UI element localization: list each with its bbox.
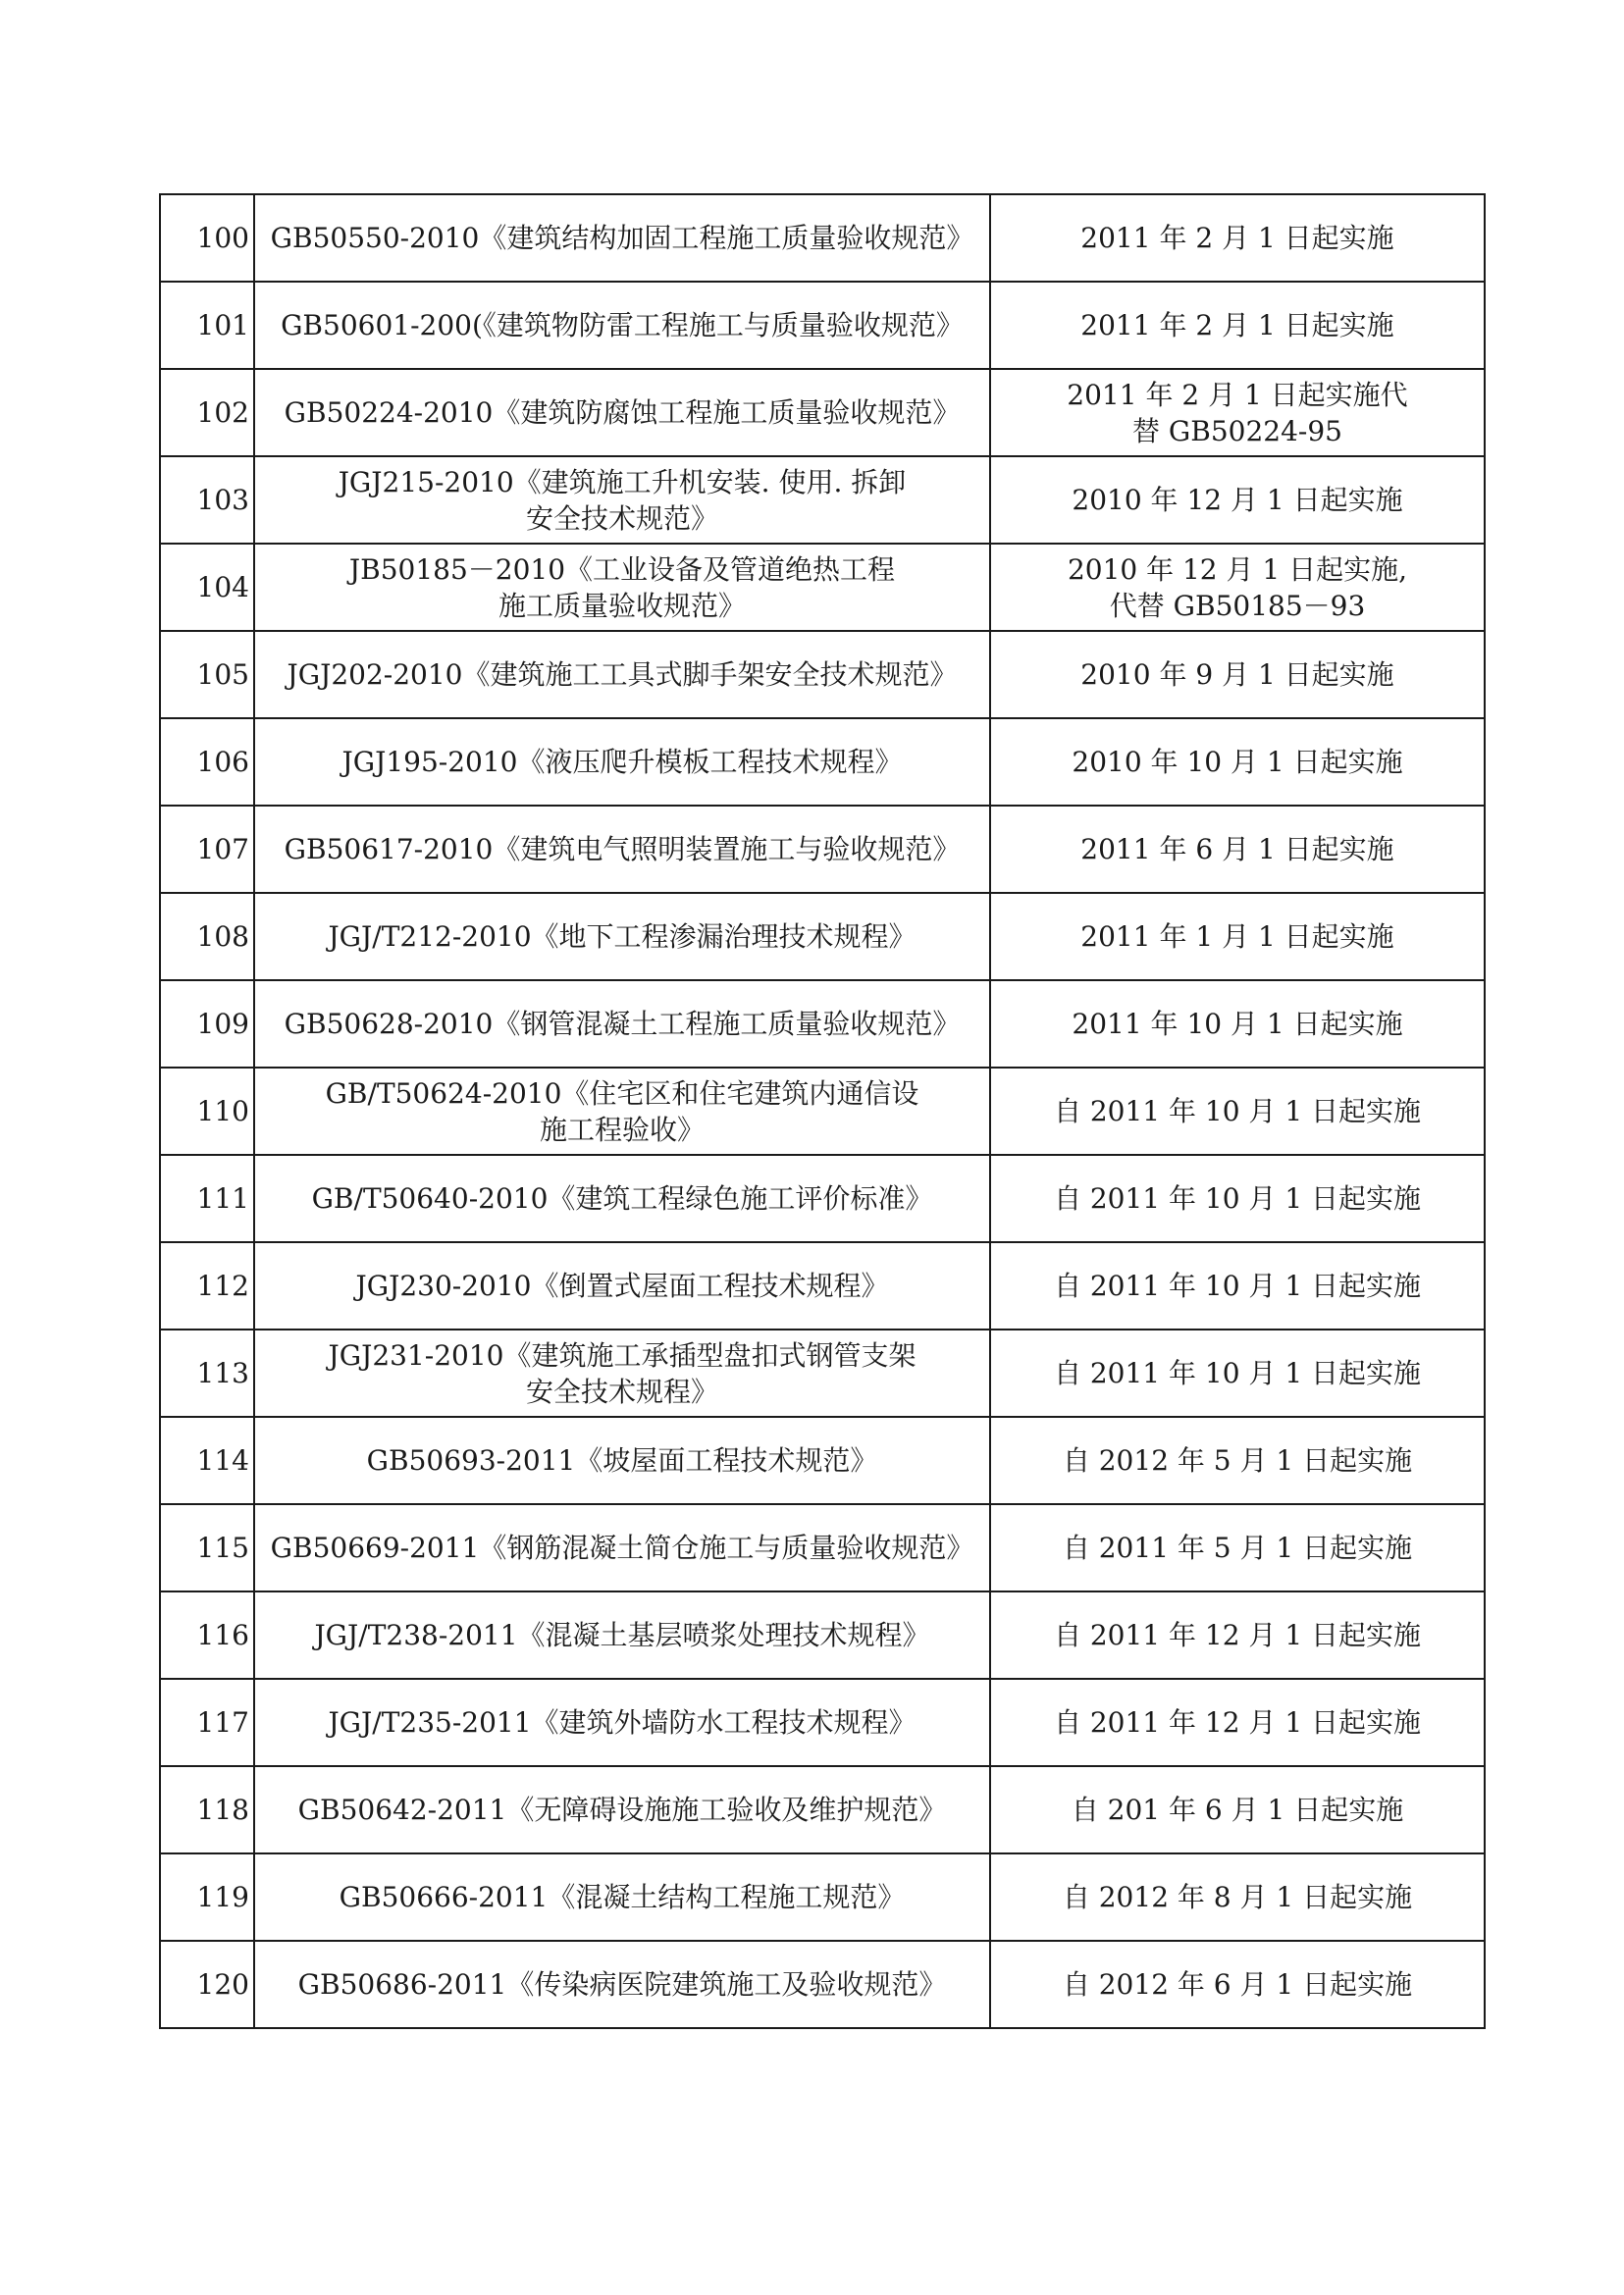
effective-date-cell xyxy=(990,1504,1485,1591)
standard-title-cell xyxy=(254,369,990,456)
row-number: 103 xyxy=(160,456,254,544)
table-row xyxy=(160,1591,1485,1679)
table-row xyxy=(160,631,1485,718)
row-number: 113 xyxy=(160,1330,254,1417)
standard-title-cell xyxy=(254,980,990,1068)
standard-title-line: JB50185－2010《工业设备及管道绝热工程 xyxy=(348,552,896,586)
standard-title-cell xyxy=(254,1242,990,1330)
standard-title-cell xyxy=(254,1417,990,1504)
effective-date-line: 代替 GB50185－93 xyxy=(1109,589,1366,622)
effective-date-cell xyxy=(990,194,1485,282)
effective-date-cell xyxy=(990,456,1485,544)
standard-title-line: JGJ/T212-2010《地下工程渗漏治理技术规程》 xyxy=(328,920,917,953)
effective-date-cell xyxy=(990,1242,1485,1330)
row-number: 110 xyxy=(160,1068,254,1155)
effective-date-cell xyxy=(990,718,1485,806)
row-number: 105 xyxy=(160,631,254,718)
row-number: 106 xyxy=(160,718,254,806)
row-number: 117 xyxy=(160,1679,254,1766)
standard-title-line: GB/T50640-2010《建筑工程绿色施工评价标准》 xyxy=(311,1182,933,1215)
table-row xyxy=(160,1766,1485,1853)
row-number: 116 xyxy=(160,1591,254,1679)
row-number: 111 xyxy=(160,1155,254,1242)
effective-date-cell xyxy=(990,1330,1485,1417)
standard-title-cell xyxy=(254,1155,990,1242)
row-number: 112 xyxy=(160,1242,254,1330)
effective-date-line: 2010 年 12 月 1 日起实施 xyxy=(1072,484,1403,516)
effective-date-line: 2011 年 2 月 1 日起实施代 xyxy=(1067,378,1408,411)
table-row xyxy=(160,282,1485,369)
effective-date-line: 2011 年 6 月 1 日起实施 xyxy=(1080,833,1394,865)
table-row xyxy=(160,1155,1485,1242)
effective-date-cell xyxy=(990,1417,1485,1504)
standard-title-cell xyxy=(254,1591,990,1679)
standard-title-line: GB50693-2011《坡屋面工程技术规范》 xyxy=(366,1444,878,1477)
standard-title-cell xyxy=(254,806,990,893)
effective-date-cell xyxy=(990,806,1485,893)
effective-date-line: 2011 年 10 月 1 日起实施 xyxy=(1072,1008,1403,1040)
table-row xyxy=(160,369,1485,456)
table-row xyxy=(160,806,1485,893)
standard-title-line: GB50628-2010《钢管混凝土工程施工质量验收规范》 xyxy=(284,1008,961,1040)
row-number: 102 xyxy=(160,369,254,456)
table-row xyxy=(160,1679,1485,1766)
effective-date-line: 自 2012 年 6 月 1 日起实施 xyxy=(1062,1968,1413,2001)
effective-date-line: 2010 年 10 月 1 日起实施 xyxy=(1072,746,1403,778)
table-row xyxy=(160,1330,1485,1417)
table-row xyxy=(160,1941,1485,2028)
standard-title-line: JGJ195-2010《液压爬升模板工程技术规程》 xyxy=(341,746,903,778)
effective-date-cell xyxy=(990,1155,1485,1242)
table-row xyxy=(160,456,1485,544)
table-row xyxy=(160,893,1485,980)
effective-date-cell xyxy=(990,893,1485,980)
effective-date-cell xyxy=(990,1766,1485,1853)
effective-date-line: 自 2011 年 10 月 1 日起实施 xyxy=(1053,1270,1422,1302)
effective-date-line: 自 201 年 6 月 1 日起实施 xyxy=(1071,1794,1404,1826)
row-number: 109 xyxy=(160,980,254,1068)
effective-date-line: 2011 年 2 月 1 日起实施 xyxy=(1080,222,1394,254)
row-number: 115 xyxy=(160,1504,254,1591)
standard-title-line: GB/T50624-2010《住宅区和住宅建筑内通信设 xyxy=(325,1076,919,1110)
effective-date-cell xyxy=(990,1591,1485,1679)
table-row xyxy=(160,1504,1485,1591)
effective-date-cell xyxy=(990,369,1485,456)
standard-title-cell xyxy=(254,718,990,806)
standard-title-cell xyxy=(254,1766,990,1853)
effective-date-cell xyxy=(990,544,1485,631)
standard-title-line: JGJ230-2010《倒置式屋面工程技术规程》 xyxy=(355,1270,889,1302)
standard-title-line: JGJ202-2010《建筑施工工具式脚手架安全技术规范》 xyxy=(287,658,958,691)
row-number: 108 xyxy=(160,893,254,980)
standard-title-cell xyxy=(254,1679,990,1766)
standard-title-cell xyxy=(254,544,990,631)
effective-date-line: 自 2012 年 8 月 1 日起实施 xyxy=(1062,1881,1413,1913)
standard-title-line: GB50550-2010《建筑结构加固工程施工质量验收规范》 xyxy=(270,222,974,254)
standard-title-line: GB50642-2011《无障碍设施施工验收及维护规范》 xyxy=(297,1794,947,1826)
standard-title-cell xyxy=(254,631,990,718)
effective-date-cell xyxy=(990,1941,1485,2028)
standard-title-line: JGJ231-2010《建筑施工承插型盘扣式钢管支架 xyxy=(328,1338,917,1372)
effective-date-line: 替 GB50224-95 xyxy=(1131,414,1342,447)
standard-title-line: 安全技术规程》 xyxy=(525,1375,718,1408)
effective-date-line: 2010 年 12 月 1 日起实施, xyxy=(1067,552,1408,586)
table-row xyxy=(160,980,1485,1068)
effective-date-line: 2010 年 9 月 1 日起实施 xyxy=(1080,658,1394,691)
effective-date-cell xyxy=(990,631,1485,718)
standard-title-cell xyxy=(254,893,990,980)
effective-date-cell xyxy=(990,980,1485,1068)
table-row xyxy=(160,1853,1485,1941)
standard-title-line: GB50617-2010《建筑电气照明装置施工与验收规范》 xyxy=(284,833,961,865)
standard-title-cell xyxy=(254,282,990,369)
effective-date-cell xyxy=(990,1068,1485,1155)
table-row xyxy=(160,194,1485,282)
standard-title-line: 施工质量验收规范》 xyxy=(498,589,746,622)
row-number: 119 xyxy=(160,1853,254,1941)
standard-title-line: GB50224-2010《建筑防腐蚀工程施工质量验收规范》 xyxy=(284,396,961,429)
table-row xyxy=(160,1242,1485,1330)
standard-title-line: GB50669-2011《钢筋混凝土简仓施工与质量验收规范》 xyxy=(270,1532,974,1564)
standard-title-line: 施工程验收》 xyxy=(539,1113,705,1146)
effective-date-line: 2011 年 2 月 1 日起实施 xyxy=(1080,309,1394,341)
standard-title-line: GB50666-2011《混凝土结构工程施工规范》 xyxy=(339,1881,906,1913)
effective-date-line: 自 2011 年 10 月 1 日起实施 xyxy=(1053,1182,1422,1215)
standard-title-cell xyxy=(254,456,990,544)
standards-table xyxy=(159,193,1486,2029)
table-row xyxy=(160,1068,1485,1155)
effective-date-line: 2011 年 1 月 1 日起实施 xyxy=(1080,920,1394,953)
effective-date-line: 自 2011 年 5 月 1 日起实施 xyxy=(1062,1532,1413,1564)
table-row xyxy=(160,544,1485,631)
standard-title-line: JGJ215-2010《建筑施工升机安装. 使用. 拆卸 xyxy=(338,465,907,498)
effective-date-line: 自 2011 年 10 月 1 日起实施 xyxy=(1053,1357,1422,1389)
effective-date-line: 自 2012 年 5 月 1 日起实施 xyxy=(1062,1444,1413,1477)
table-row xyxy=(160,718,1485,806)
standard-title-cell xyxy=(254,1068,990,1155)
standard-title-line: JGJ/T238-2011《混凝土基层喷浆处理技术规程》 xyxy=(314,1619,930,1651)
standard-title-line: 安全技术规范》 xyxy=(525,501,718,535)
row-number: 107 xyxy=(160,806,254,893)
standard-title-cell xyxy=(254,1853,990,1941)
standard-title-cell xyxy=(254,194,990,282)
row-number: 118 xyxy=(160,1766,254,1853)
standard-title-cell xyxy=(254,1504,990,1591)
effective-date-line: 自 2011 年 12 月 1 日起实施 xyxy=(1053,1619,1422,1651)
table-row xyxy=(160,1417,1485,1504)
effective-date-line: 自 2011 年 12 月 1 日起实施 xyxy=(1053,1706,1422,1739)
effective-date-cell xyxy=(990,1853,1485,1941)
standard-title-cell xyxy=(254,1941,990,2028)
row-number: 114 xyxy=(160,1417,254,1504)
effective-date-cell xyxy=(990,1679,1485,1766)
standard-title-line: GB50601-200(《建筑物防雷工程施工与质量验收规范》 xyxy=(281,309,964,341)
row-number: 120 xyxy=(160,1941,254,2028)
row-number: 101 xyxy=(160,282,254,369)
effective-date-line: 自 2011 年 10 月 1 日起实施 xyxy=(1053,1095,1422,1127)
standard-title-line: GB50686-2011《传染病医院建筑施工及验收规范》 xyxy=(297,1968,947,2001)
row-number: 100 xyxy=(160,194,254,282)
standards-table-body xyxy=(160,194,1485,2028)
row-number: 104 xyxy=(160,544,254,631)
standard-title-line: JGJ/T235-2011《建筑外墙防水工程技术规程》 xyxy=(328,1706,917,1739)
effective-date-cell xyxy=(990,282,1485,369)
standard-title-cell xyxy=(254,1330,990,1417)
